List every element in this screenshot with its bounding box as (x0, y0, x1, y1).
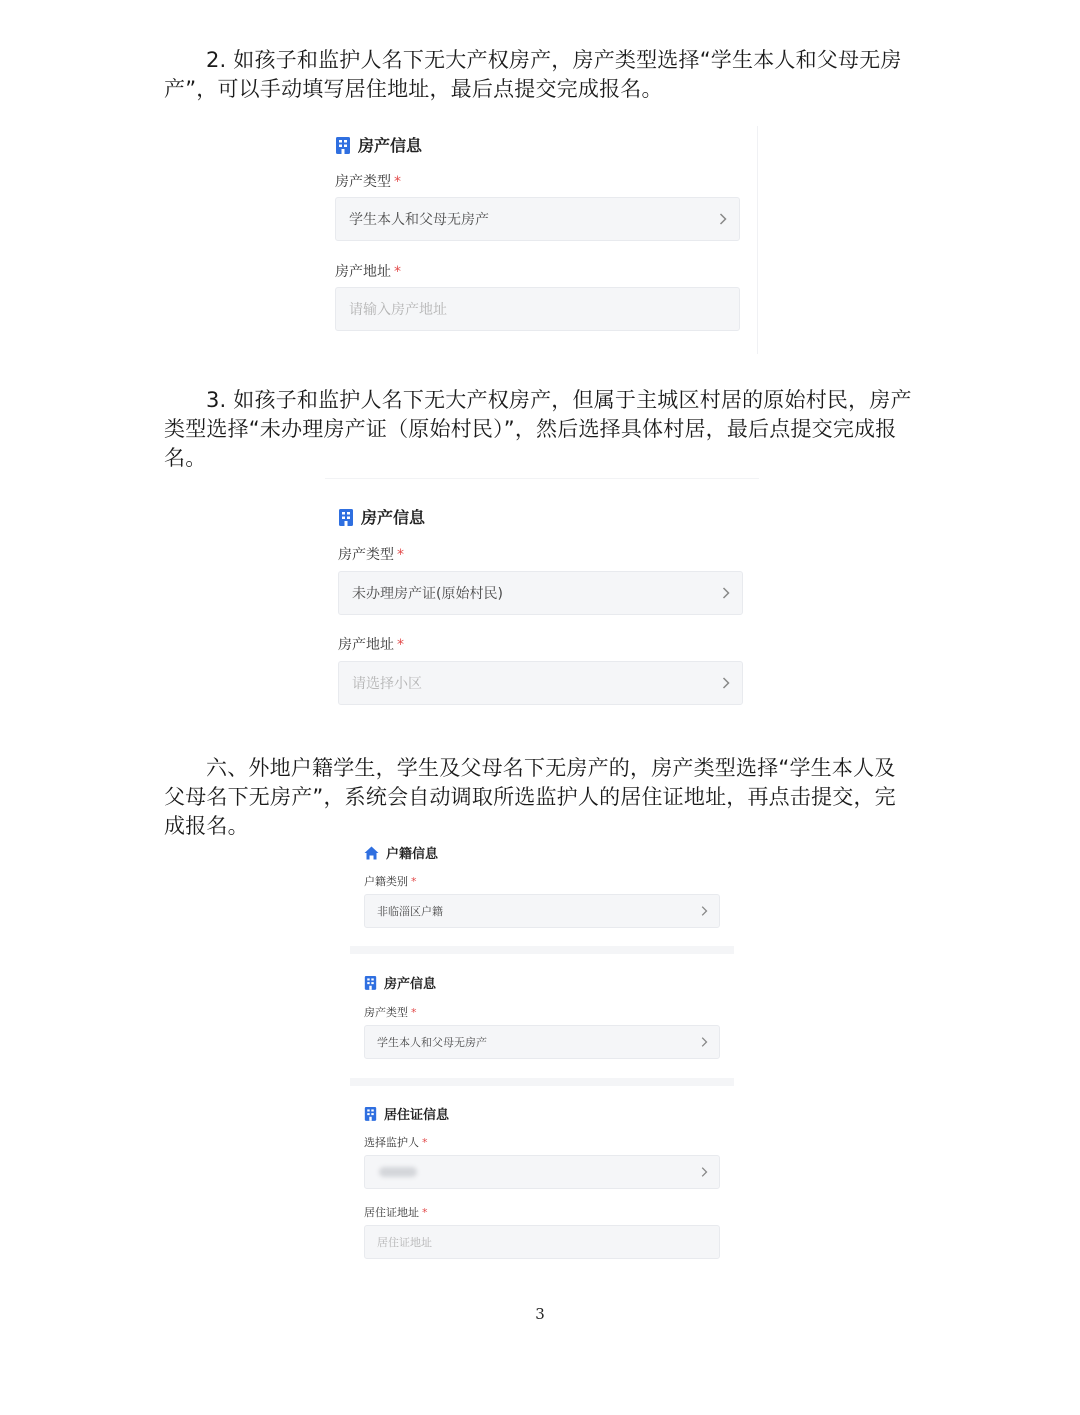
building-icon (338, 508, 354, 526)
required-mark: * (422, 1206, 428, 1219)
property-type-label (335, 171, 401, 191)
blurred-guardian-name (379, 1167, 417, 1177)
paragraph-2-line-2: 产”，可以手动填写居住地址，最后点提交完成报名。 (164, 77, 663, 101)
paragraph-3 (164, 386, 916, 473)
property-form-1 (325, 126, 758, 354)
property-type-select[interactable] (338, 571, 743, 615)
required-mark: * (411, 1006, 417, 1019)
property-address-label (335, 261, 401, 281)
huji-type-value: 非临淄区户籍 (377, 905, 443, 918)
chevron-right-icon (722, 677, 730, 690)
section-title-residence (364, 1104, 449, 1123)
required-mark: * (394, 264, 401, 280)
required-mark: * (411, 875, 417, 888)
community-placeholder: 请选择小区 (352, 676, 422, 692)
residence-address-placeholder: 居住证地址 (377, 1236, 432, 1249)
huji-type-label (364, 873, 417, 889)
required-mark: * (394, 174, 401, 190)
property-address-input[interactable] (335, 287, 740, 331)
home-icon (364, 846, 379, 860)
residence-address-label-text: 居住证地址 (364, 1206, 419, 1219)
chevron-right-icon (722, 587, 730, 600)
property-address-label-text: 房产地址 (335, 264, 391, 280)
section-title-text: 房产信息 (358, 136, 423, 155)
property-type-select[interactable] (364, 1025, 720, 1059)
huji-type-select[interactable] (364, 894, 720, 928)
building-icon (364, 975, 377, 990)
paragraph-6 (164, 754, 916, 841)
section-title-property-2 (338, 505, 425, 528)
property-type-value: 学生本人和父母无房产 (349, 212, 489, 228)
paragraph-2 (164, 46, 916, 104)
property-type-select[interactable] (335, 197, 740, 241)
required-mark: * (422, 1136, 428, 1149)
property-type-label (364, 1004, 417, 1020)
paragraph-3-line-2: 类型选择“未办理房产证（原始村民）”，然后选择具体村居，最后点提交完成报 (164, 417, 897, 441)
community-select[interactable] (338, 661, 743, 705)
guardian-label (364, 1134, 428, 1150)
property-type-label-text: 房产类型 (335, 174, 391, 190)
chevron-right-icon (701, 1037, 708, 1048)
residence-address-label (364, 1204, 428, 1220)
registration-form-3 (350, 838, 734, 1266)
property-address-label (338, 634, 404, 654)
section-divider (350, 946, 734, 954)
section-title-property-1 (335, 133, 422, 156)
property-address-label-text: 房产地址 (338, 637, 394, 653)
property-type-label-text: 房产类型 (364, 1006, 408, 1019)
paragraph-6-line-2: 父母名下无房产”，系统会自动调取所选监护人的居住证地址，再点击提交，完 (164, 785, 896, 809)
paragraph-6-line-3: 成报名。 (164, 814, 249, 838)
property-type-label (338, 544, 404, 564)
chevron-right-icon (701, 1167, 708, 1178)
property-form-2 (325, 478, 759, 715)
property-type-value: 未办理房产证(原始村民) (352, 586, 503, 602)
property-address-placeholder: 请输入房产地址 (349, 302, 447, 318)
required-mark: * (397, 637, 404, 653)
paragraph-2-line-1: 2. 如孩子和监护人名下无大产权房产，房产类型选择“学生本人和父母无房 (206, 48, 902, 72)
paragraph-3-line-3: 名。 (164, 446, 207, 470)
guardian-label-text: 选择监护人 (364, 1136, 419, 1149)
section-divider (350, 1078, 734, 1086)
page-number: 3 (535, 1305, 545, 1323)
huji-type-label-text: 户籍类别 (364, 875, 408, 888)
section-title-text: 居住证信息 (384, 1108, 450, 1123)
section-title-text: 户籍信息 (386, 847, 439, 862)
property-type-label-text: 房产类型 (338, 547, 394, 563)
section-title-text: 房产信息 (361, 508, 426, 527)
chevron-right-icon (719, 213, 727, 226)
paragraph-3-line-1: 3. 如孩子和监护人名下无大产权房产，但属于主城区村居的原始村民，房产 (206, 388, 912, 412)
required-mark: * (397, 547, 404, 563)
section-title-property-3 (364, 973, 436, 992)
property-type-value: 学生本人和父母无房产 (377, 1036, 487, 1049)
building-icon (335, 136, 351, 154)
section-title-huji (364, 843, 438, 862)
chevron-right-icon (701, 906, 708, 917)
section-title-text: 房产信息 (384, 977, 437, 992)
paragraph-6-line-1: 六、外地户籍学生，学生及父母名下无房产的，房产类型选择“学生本人及 (206, 756, 896, 780)
residence-address-input[interactable] (364, 1225, 720, 1259)
building-icon (364, 1106, 377, 1121)
guardian-select[interactable] (364, 1155, 720, 1189)
